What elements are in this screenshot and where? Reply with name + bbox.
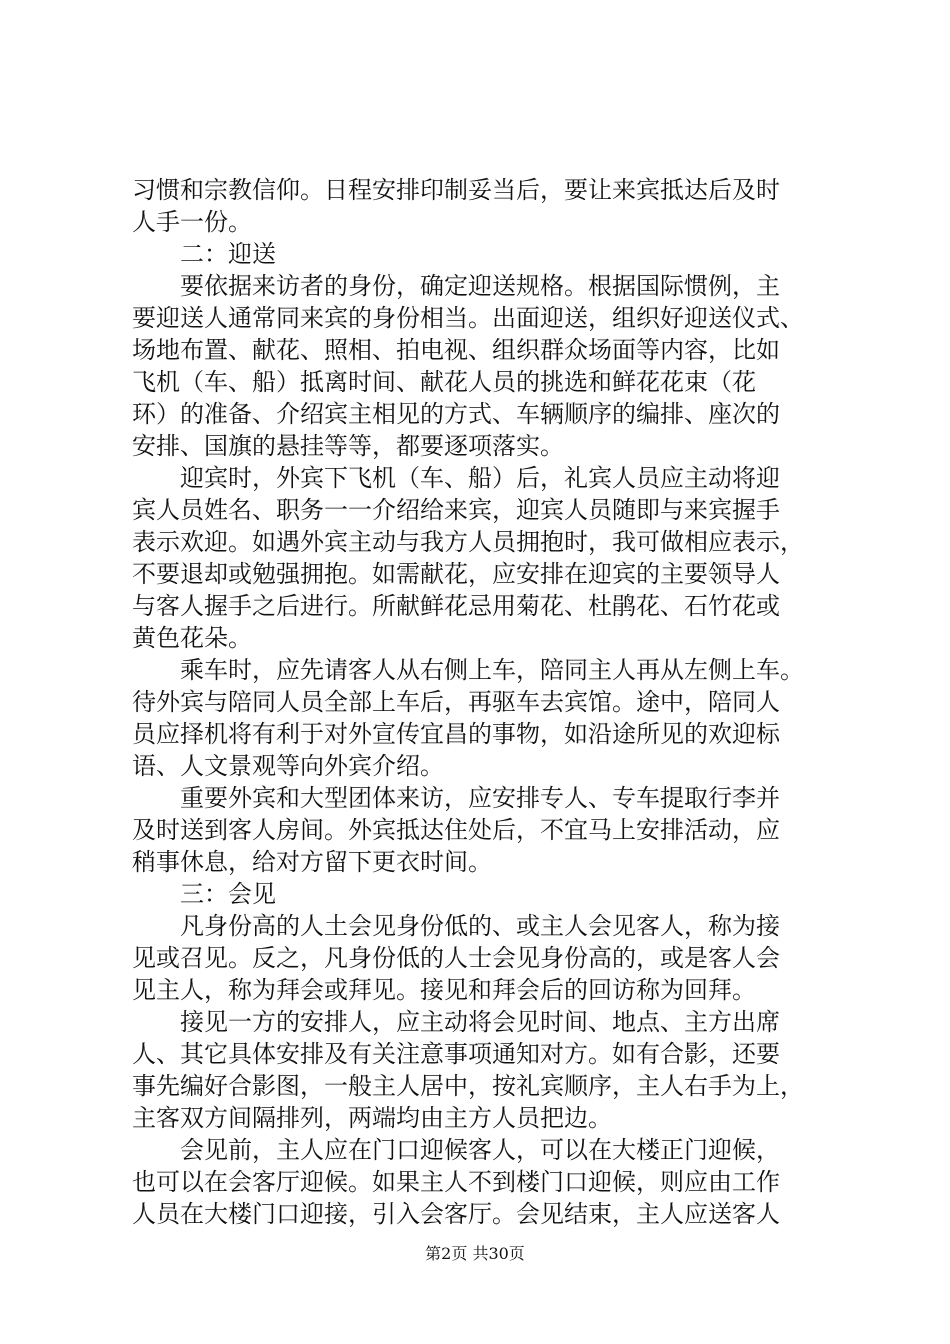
text-line: 重要外宾和大型团体来访，应安排专人、专车提取行李并 [132, 784, 780, 812]
text-line: 黄色花朵。 [132, 624, 252, 652]
text-line: 宾人员姓名、职务一一介绍给来宾，迎宾人员随即与来宾握手 [132, 496, 780, 524]
text-line: 见或召见。反之，凡身份低的人士会见身份高的，或是客人会 [132, 944, 780, 972]
text-line: 及时送到客人房间。外宾抵达住处后，不宜马上安排活动，应 [132, 816, 780, 844]
text-line: 接见一方的安排人，应主动将会见时间、地点、主方出席 [132, 1008, 780, 1036]
text-line: 安排、国旗的悬挂等等，都要逐项落实。 [132, 432, 564, 460]
text-line: 表示欢迎。如遇外宾主动与我方人员拥抱时，我可做相应表示， [132, 528, 804, 556]
text-line: 三：会见 [132, 880, 276, 908]
text-line: 会见前，主人应在门口迎候客人，可以在大楼正门迎候， [132, 1136, 780, 1164]
text-line: 不要退却或勉强拥抱。如需献花，应安排在迎宾的主要领导人 [132, 560, 780, 588]
text-line: 飞机（车、船）抵离时间、献花人员的挑选和鲜花花束（花 [132, 368, 756, 396]
text-line: 语、人文景观等向外宾介绍。 [132, 752, 444, 780]
text-line: 与客人握手之后进行。所献鲜花忌用菊花、杜鹃花、石竹花或 [132, 592, 780, 620]
text-line: 稍事休息，给对方留下更衣时间。 [132, 848, 492, 876]
text-line: 主客双方间隔排列，两端均由主方人员把边。 [132, 1104, 612, 1132]
text-line: 要依据来访者的身份，确定迎送规格。根据国际惯例，主 [132, 272, 780, 300]
text-line: 二：迎送 [132, 240, 276, 268]
text-line: 场地布置、献花、照相、拍电视、组织群众场面等内容，比如 [132, 336, 780, 364]
text-line: 事先编好合影图，一般主人居中，按礼宾顺序，主人右手为上， [132, 1072, 804, 1100]
text-line: 待外宾与陪同人员全部上车后，再驱车去宾馆。途中，陪同人 [132, 688, 780, 716]
text-line: 要迎送人通常同来宾的身份相当。出面迎送，组织好迎送仪式、 [132, 304, 804, 332]
text-line: 习惯和宗教信仰。日程安排印制妥当后，要让来宾抵达后及时 [132, 176, 780, 204]
text-line: 见主人，称为拜会或拜见。接见和拜会后的回访称为回拜。 [132, 976, 756, 1004]
document-body [132, 174, 850, 1230]
text-line: 员应择机将有利于对外宣传宜昌的事物，如沿途所见的欢迎标 [132, 720, 780, 748]
text-line: 人、其它具体安排及有关注意事项通知对方。如有合影，还要 [132, 1040, 780, 1068]
page-footer: 第2页 共30页 [425, 1244, 525, 1263]
text-line: 凡身份高的人土会见身份低的、或主人会见客人，称为接 [132, 912, 780, 940]
text-line: 人员在大楼门口迎接，引入会客厅。会见结束，主人应送客人 [132, 1200, 780, 1228]
text-line: 乘车时，应先请客人从右侧上车，陪同主人再从左侧上车。 [132, 656, 804, 684]
text-line: 环）的准备、介绍宾主相见的方式、车辆顺序的编排、座次的 [132, 400, 780, 428]
text-line: 也可以在会客厅迎候。如果主人不到楼门口迎候，则应由工作 [132, 1168, 780, 1196]
text-line: 人手一份。 [132, 208, 252, 236]
text-line: 迎宾时，外宾下飞机（车、船）后，礼宾人员应主动将迎 [132, 464, 780, 492]
